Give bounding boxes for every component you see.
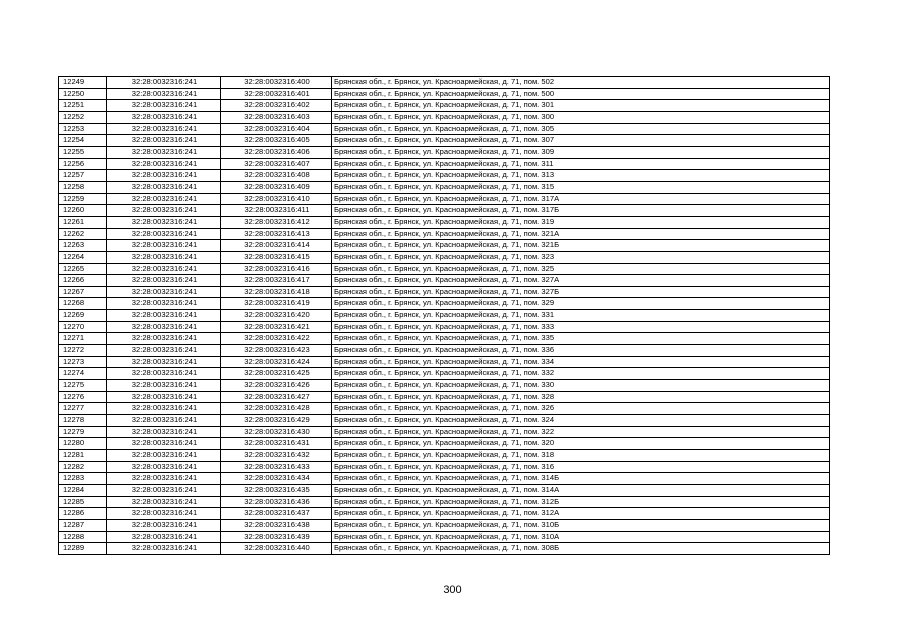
address-cell: Брянская обл., г. Брянск, ул. Красноармейская, д. 71, пом. 334: [332, 356, 830, 368]
parent-cadastral-number-cell: 32:28:0032316:241: [107, 391, 221, 403]
parent-cadastral-number-cell: 32:28:0032316:241: [107, 216, 221, 228]
table-row: [59, 426, 830, 438]
table-row: [59, 263, 830, 275]
address-cell: Брянская обл., г. Брянск, ул. Красноармейская, д. 71, пом. 301: [332, 100, 830, 112]
cadastral-number-cell: 32:28:0032316:422: [221, 333, 332, 345]
table-row: [59, 216, 830, 228]
table-row: [59, 251, 830, 263]
cadastral-number-cell: 32:28:0032316:428: [221, 403, 332, 415]
address-cell: Брянская обл., г. Брянск, ул. Красноармейская, д. 71, пом. 305: [332, 123, 830, 135]
parent-cadastral-number-cell: 32:28:0032316:241: [107, 205, 221, 217]
row-number-cell: 12262: [59, 228, 107, 240]
cadastral-number-cell: 32:28:0032316:403: [221, 111, 332, 123]
row-number-cell: 12268: [59, 298, 107, 310]
address-cell: Брянская обл., г. Брянск, ул. Красноармейская, д. 71, пом. 315: [332, 181, 830, 193]
address-cell: Брянская обл., г. Брянск, ул. Красноармейская, д. 71, пом. 300: [332, 111, 830, 123]
row-number-cell: 12272: [59, 345, 107, 357]
parent-cadastral-number-cell: 32:28:0032316:241: [107, 345, 221, 357]
parent-cadastral-number-cell: 32:28:0032316:241: [107, 228, 221, 240]
parent-cadastral-number-cell: 32:28:0032316:241: [107, 321, 221, 333]
table-row: [59, 356, 830, 368]
parent-cadastral-number-cell: 32:28:0032316:241: [107, 496, 221, 508]
parent-cadastral-number-cell: 32:28:0032316:241: [107, 368, 221, 380]
table-row: [59, 240, 830, 252]
cadastral-number-cell: 32:28:0032316:425: [221, 368, 332, 380]
row-number-cell: 12255: [59, 146, 107, 158]
parent-cadastral-number-cell: 32:28:0032316:241: [107, 450, 221, 462]
cadastral-number-cell: 32:28:0032316:405: [221, 135, 332, 147]
parent-cadastral-number-cell: 32:28:0032316:241: [107, 146, 221, 158]
parent-cadastral-number-cell: 32:28:0032316:241: [107, 286, 221, 298]
parent-cadastral-number-cell: 32:28:0032316:241: [107, 426, 221, 438]
table-row: [59, 484, 830, 496]
table-row: [59, 286, 830, 298]
table-row: [59, 158, 830, 170]
row-number-cell: 12258: [59, 181, 107, 193]
address-cell: Брянская обл., г. Брянск, ул. Красноармейская, д. 71, пом. 308Б: [332, 543, 830, 555]
address-cell: Брянская обл., г. Брянск, ул. Красноармейская, д. 71, пом. 321Б: [332, 240, 830, 252]
cadastral-number-cell: 32:28:0032316:440: [221, 543, 332, 555]
cadastral-number-cell: 32:28:0032316:432: [221, 450, 332, 462]
table-row: [59, 415, 830, 427]
cadastral-number-cell: 32:28:0032316:426: [221, 380, 332, 392]
parent-cadastral-number-cell: 32:28:0032316:241: [107, 519, 221, 531]
table-row: [59, 450, 830, 462]
table-row: [59, 170, 830, 182]
address-cell: Брянская обл., г. Брянск, ул. Красноармейская, д. 71, пом. 321А: [332, 228, 830, 240]
address-cell: Брянская обл., г. Брянск, ул. Красноармейская, д. 71, пом. 327А: [332, 275, 830, 287]
address-cell: Брянская обл., г. Брянск, ул. Красноармейская, д. 71, пом. 314А: [332, 484, 830, 496]
cadastral-number-cell: 32:28:0032316:411: [221, 205, 332, 217]
parent-cadastral-number-cell: 32:28:0032316:241: [107, 135, 221, 147]
registry-table: [58, 76, 830, 555]
parent-cadastral-number-cell: 32:28:0032316:241: [107, 543, 221, 555]
cadastral-number-cell: 32:28:0032316:412: [221, 216, 332, 228]
cadastral-number-cell: 32:28:0032316:406: [221, 146, 332, 158]
row-number-cell: 12285: [59, 496, 107, 508]
cadastral-number-cell: 32:28:0032316:413: [221, 228, 332, 240]
address-cell: Брянская обл., г. Брянск, ул. Красноармейская, д. 71, пом. 500: [332, 88, 830, 100]
cadastral-number-cell: 32:28:0032316:431: [221, 438, 332, 450]
row-number-cell: 12286: [59, 508, 107, 520]
table-row: [59, 438, 830, 450]
parent-cadastral-number-cell: 32:28:0032316:241: [107, 88, 221, 100]
cadastral-number-cell: 32:28:0032316:424: [221, 356, 332, 368]
row-number-cell: 12279: [59, 426, 107, 438]
row-number-cell: 12282: [59, 461, 107, 473]
row-number-cell: 12287: [59, 519, 107, 531]
address-cell: Брянская обл., г. Брянск, ул. Красноармейская, д. 71, пом. 336: [332, 345, 830, 357]
address-cell: Брянская обл., г. Брянск, ул. Красноармейская, д. 71, пом. 324: [332, 415, 830, 427]
table-row: [59, 368, 830, 380]
cadastral-number-cell: 32:28:0032316:430: [221, 426, 332, 438]
address-cell: Брянская обл., г. Брянск, ул. Красноармейская, д. 71, пом. 335: [332, 333, 830, 345]
parent-cadastral-number-cell: 32:28:0032316:241: [107, 77, 221, 89]
parent-cadastral-number-cell: 32:28:0032316:241: [107, 380, 221, 392]
parent-cadastral-number-cell: 32:28:0032316:241: [107, 508, 221, 520]
parent-cadastral-number-cell: 32:28:0032316:241: [107, 403, 221, 415]
table-row: [59, 77, 830, 89]
cadastral-number-cell: 32:28:0032316:407: [221, 158, 332, 170]
cadastral-number-cell: 32:28:0032316:408: [221, 170, 332, 182]
cadastral-number-cell: 32:28:0032316:418: [221, 286, 332, 298]
table-row: [59, 519, 830, 531]
table-row: [59, 205, 830, 217]
cadastral-number-cell: 32:28:0032316:439: [221, 531, 332, 543]
row-number-cell: 12265: [59, 263, 107, 275]
row-number-cell: 12264: [59, 251, 107, 263]
cadastral-number-cell: 32:28:0032316:402: [221, 100, 332, 112]
row-number-cell: 12270: [59, 321, 107, 333]
parent-cadastral-number-cell: 32:28:0032316:241: [107, 181, 221, 193]
table-row: [59, 146, 830, 158]
address-cell: Брянская обл., г. Брянск, ул. Красноармейская, д. 71, пом. 322: [332, 426, 830, 438]
address-cell: Брянская обл., г. Брянск, ул. Красноармейская, д. 71, пом. 310Б: [332, 519, 830, 531]
parent-cadastral-number-cell: 32:28:0032316:241: [107, 415, 221, 427]
cadastral-number-cell: 32:28:0032316:435: [221, 484, 332, 496]
parent-cadastral-number-cell: 32:28:0032316:241: [107, 111, 221, 123]
table-row: [59, 193, 830, 205]
address-cell: Брянская обл., г. Брянск, ул. Красноармейская, д. 71, пом. 331: [332, 310, 830, 322]
address-cell: Брянская обл., г. Брянск, ул. Красноармейская, д. 71, пом. 325: [332, 263, 830, 275]
table-row: [59, 298, 830, 310]
table-row: [59, 403, 830, 415]
row-number-cell: 12259: [59, 193, 107, 205]
table-row: [59, 100, 830, 112]
row-number-cell: 12266: [59, 275, 107, 287]
row-number-cell: 12274: [59, 368, 107, 380]
table-row: [59, 391, 830, 403]
address-cell: Брянская обл., г. Брянск, ул. Красноармейская, д. 71, пом. 313: [332, 170, 830, 182]
parent-cadastral-number-cell: 32:28:0032316:241: [107, 461, 221, 473]
address-cell: Брянская обл., г. Брянск, ул. Красноармейская, д. 71, пом. 330: [332, 380, 830, 392]
row-number-cell: 12267: [59, 286, 107, 298]
parent-cadastral-number-cell: 32:28:0032316:241: [107, 356, 221, 368]
table-row: [59, 135, 830, 147]
address-cell: Брянская обл., г. Брянск, ул. Красноармейская, д. 71, пом. 319: [332, 216, 830, 228]
cadastral-number-cell: 32:28:0032316:429: [221, 415, 332, 427]
table-row: [59, 310, 830, 322]
row-number-cell: 12281: [59, 450, 107, 462]
cadastral-number-cell: 32:28:0032316:417: [221, 275, 332, 287]
address-cell: Брянская обл., г. Брянск, ул. Красноармейская, д. 71, пом. 323: [332, 251, 830, 263]
table-row: [59, 473, 830, 485]
cadastral-number-cell: 32:28:0032316:414: [221, 240, 332, 252]
table-row: [59, 228, 830, 240]
address-cell: Брянская обл., г. Брянск, ул. Красноармейская, д. 71, пом. 316: [332, 461, 830, 473]
row-number-cell: 12278: [59, 415, 107, 427]
address-cell: Брянская обл., г. Брянск, ул. Красноармейская, д. 71, пом. 318: [332, 450, 830, 462]
cadastral-number-cell: 32:28:0032316:433: [221, 461, 332, 473]
parent-cadastral-number-cell: 32:28:0032316:241: [107, 484, 221, 496]
address-cell: Брянская обл., г. Брянск, ул. Красноармейская, д. 71, пом. 307: [332, 135, 830, 147]
row-number-cell: 12263: [59, 240, 107, 252]
row-number-cell: 12277: [59, 403, 107, 415]
row-number-cell: 12269: [59, 310, 107, 322]
address-cell: Брянская обл., г. Брянск, ул. Красноармейская, д. 71, пом. 317Б: [332, 205, 830, 217]
row-number-cell: 12261: [59, 216, 107, 228]
table-row: [59, 345, 830, 357]
row-number-cell: 12257: [59, 170, 107, 182]
cadastral-number-cell: 32:28:0032316:427: [221, 391, 332, 403]
row-number-cell: 12289: [59, 543, 107, 555]
parent-cadastral-number-cell: 32:28:0032316:241: [107, 170, 221, 182]
row-number-cell: 12275: [59, 380, 107, 392]
address-cell: Брянская обл., г. Брянск, ул. Красноармейская, д. 71, пом. 502: [332, 77, 830, 89]
table-row: [59, 461, 830, 473]
parent-cadastral-number-cell: 32:28:0032316:241: [107, 531, 221, 543]
cadastral-number-cell: 32:28:0032316:437: [221, 508, 332, 520]
address-cell: Брянская обл., г. Брянск, ул. Красноармейская, д. 71, пом. 333: [332, 321, 830, 333]
table-row: [59, 543, 830, 555]
row-number-cell: 12250: [59, 88, 107, 100]
row-number-cell: 12280: [59, 438, 107, 450]
table-row: [59, 333, 830, 345]
cadastral-number-cell: 32:28:0032316:420: [221, 310, 332, 322]
parent-cadastral-number-cell: 32:28:0032316:241: [107, 240, 221, 252]
page-number: 300: [443, 584, 462, 596]
parent-cadastral-number-cell: 32:28:0032316:241: [107, 251, 221, 263]
address-cell: Брянская обл., г. Брянск, ул. Красноармейская, д. 71, пом. 311: [332, 158, 830, 170]
parent-cadastral-number-cell: 32:28:0032316:241: [107, 100, 221, 112]
table-row: [59, 531, 830, 543]
cadastral-number-cell: 32:28:0032316:415: [221, 251, 332, 263]
address-cell: Брянская обл., г. Брянск, ул. Красноармейская, д. 71, пом. 309: [332, 146, 830, 158]
row-number-cell: 12253: [59, 123, 107, 135]
cadastral-number-cell: 32:28:0032316:401: [221, 88, 332, 100]
cadastral-number-cell: 32:28:0032316:421: [221, 321, 332, 333]
address-cell: Брянская обл., г. Брянск, ул. Красноармейская, д. 71, пом. 332: [332, 368, 830, 380]
parent-cadastral-number-cell: 32:28:0032316:241: [107, 158, 221, 170]
address-cell: Брянская обл., г. Брянск, ул. Красноармейская, д. 71, пом. 314Б: [332, 473, 830, 485]
parent-cadastral-number-cell: 32:28:0032316:241: [107, 123, 221, 135]
table-row: [59, 275, 830, 287]
parent-cadastral-number-cell: 32:28:0032316:241: [107, 333, 221, 345]
cadastral-number-cell: 32:28:0032316:410: [221, 193, 332, 205]
row-number-cell: 12284: [59, 484, 107, 496]
cadastral-number-cell: 32:28:0032316:400: [221, 77, 332, 89]
cadastral-number-cell: 32:28:0032316:423: [221, 345, 332, 357]
cadastral-number-cell: 32:28:0032316:404: [221, 123, 332, 135]
address-cell: Брянская обл., г. Брянск, ул. Красноармейская, д. 71, пом. 327Б: [332, 286, 830, 298]
cadastral-number-cell: 32:28:0032316:416: [221, 263, 332, 275]
parent-cadastral-number-cell: 32:28:0032316:241: [107, 298, 221, 310]
row-number-cell: 12254: [59, 135, 107, 147]
parent-cadastral-number-cell: 32:28:0032316:241: [107, 473, 221, 485]
address-cell: Брянская обл., г. Брянск, ул. Красноармейская, д. 71, пом. 326: [332, 403, 830, 415]
row-number-cell: 12273: [59, 356, 107, 368]
table-row: [59, 88, 830, 100]
address-cell: Брянская обл., г. Брянск, ул. Красноармейская, д. 71, пом. 320: [332, 438, 830, 450]
parent-cadastral-number-cell: 32:28:0032316:241: [107, 275, 221, 287]
table-row: [59, 496, 830, 508]
cadastral-number-cell: 32:28:0032316:419: [221, 298, 332, 310]
row-number-cell: 12249: [59, 77, 107, 89]
address-cell: Брянская обл., г. Брянск, ул. Красноармейская, д. 71, пом. 312А: [332, 508, 830, 520]
cadastral-number-cell: 32:28:0032316:434: [221, 473, 332, 485]
registry-table-body: [59, 77, 830, 555]
cadastral-number-cell: 32:28:0032316:438: [221, 519, 332, 531]
row-number-cell: 12256: [59, 158, 107, 170]
parent-cadastral-number-cell: 32:28:0032316:241: [107, 263, 221, 275]
cadastral-number-cell: 32:28:0032316:436: [221, 496, 332, 508]
row-number-cell: 12251: [59, 100, 107, 112]
address-cell: Брянская обл., г. Брянск, ул. Красноармейская, д. 71, пом. 310А: [332, 531, 830, 543]
row-number-cell: 12252: [59, 111, 107, 123]
table-row: [59, 321, 830, 333]
table-row: [59, 380, 830, 392]
address-cell: Брянская обл., г. Брянск, ул. Красноармейская, д. 71, пом. 312Б: [332, 496, 830, 508]
address-cell: Брянская обл., г. Брянск, ул. Красноармейская, д. 71, пом. 329: [332, 298, 830, 310]
table-row: [59, 508, 830, 520]
row-number-cell: 12288: [59, 531, 107, 543]
row-number-cell: 12271: [59, 333, 107, 345]
address-cell: Брянская обл., г. Брянск, ул. Красноармейская, д. 71, пом. 317А: [332, 193, 830, 205]
row-number-cell: 12283: [59, 473, 107, 485]
parent-cadastral-number-cell: 32:28:0032316:241: [107, 193, 221, 205]
row-number-cell: 12260: [59, 205, 107, 217]
table-row: [59, 111, 830, 123]
parent-cadastral-number-cell: 32:28:0032316:241: [107, 438, 221, 450]
parent-cadastral-number-cell: 32:28:0032316:241: [107, 310, 221, 322]
address-cell: Брянская обл., г. Брянск, ул. Красноармейская, д. 71, пом. 328: [332, 391, 830, 403]
table-row: [59, 181, 830, 193]
row-number-cell: 12276: [59, 391, 107, 403]
cadastral-number-cell: 32:28:0032316:409: [221, 181, 332, 193]
table-row: [59, 123, 830, 135]
